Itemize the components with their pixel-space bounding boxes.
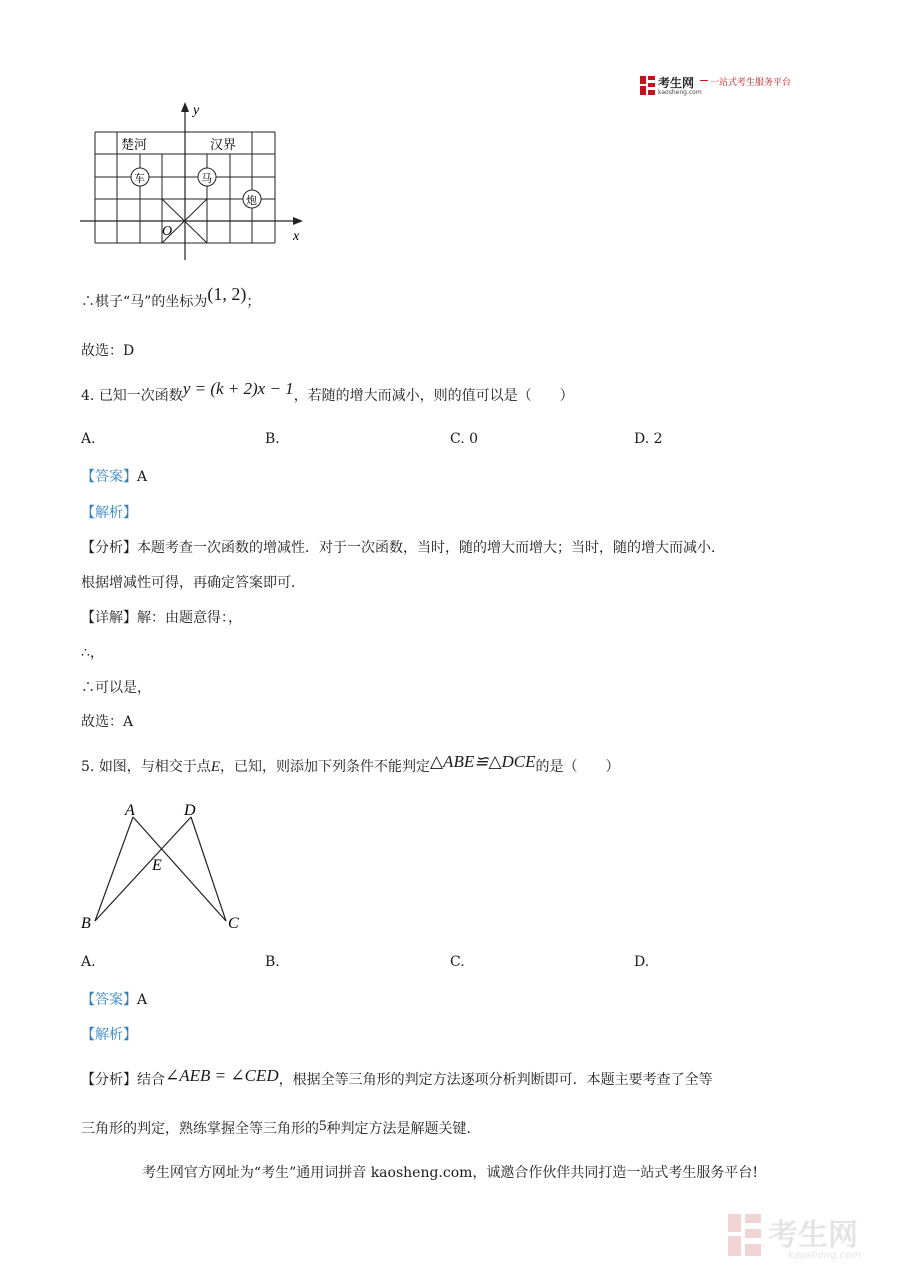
y-axis-arrow-icon bbox=[181, 102, 189, 112]
logo-mark-icon bbox=[640, 76, 656, 96]
header-logo[interactable] bbox=[640, 74, 810, 100]
q5-fenxi-after: ，根据全等三角形的判定方法逐项分析判断即可．本题主要考查了全等 bbox=[278, 1072, 713, 1088]
q5-angle-equality: ∠AEB = ∠CED bbox=[165, 1066, 279, 1085]
q5-stem-after: 的是（ ） bbox=[535, 759, 620, 775]
segment-ab bbox=[95, 817, 133, 921]
q5-fenxi-tag: 【分析】 bbox=[81, 1072, 137, 1088]
watermark-logo bbox=[728, 1210, 880, 1265]
q5-stem-mid: ，已知，则添加下列条件不能判定 bbox=[219, 759, 430, 775]
footer-text: 考生网官方网址为“考生”通用词拼音 kaosheng.com，诚邀合作伙伴共同打造一站式考生服务平台! bbox=[141, 1165, 759, 1181]
origin-label: O bbox=[162, 224, 173, 239]
label-d: D bbox=[184, 802, 196, 819]
q4-answer-tag: 【答案】 bbox=[81, 469, 137, 485]
q5-answer-tag: 【答案】 bbox=[81, 992, 137, 1008]
q4-xiangjie-line bbox=[81, 607, 242, 627]
q3-therefore-text: ∴棋子“马”的坐标为 bbox=[81, 294, 208, 310]
q4-analysis-tag: 【解析】 bbox=[81, 505, 137, 521]
piece-pao-label: 炮 bbox=[246, 194, 257, 207]
q5-fenxi-line2-after: 种判定方法是解题关键． bbox=[326, 1121, 481, 1137]
q4-fenxi-text: 本题考查一次函数的增减性．对于一次函数，当时，随的增大而增大；当时，随的增大而减小． bbox=[137, 540, 725, 556]
q5-five: 5 bbox=[319, 1118, 327, 1134]
q3-therefore-line bbox=[81, 284, 261, 311]
river-left-label: 楚河 bbox=[121, 138, 148, 153]
q4-number: 4. bbox=[81, 388, 95, 404]
chess-coordinate-figure bbox=[75, 100, 310, 265]
q5-fenxi-before: 结合 bbox=[137, 1072, 165, 1088]
logo-slogan: 一站式考生服务平台 bbox=[710, 78, 792, 88]
y-axis-label: y bbox=[193, 103, 200, 118]
q5-answer-line bbox=[81, 989, 147, 1009]
q4-option-c: C. 0 bbox=[450, 431, 479, 447]
q5-analysis-tag: 【解析】 bbox=[81, 1027, 137, 1043]
q4-step2: ∴可以是， bbox=[81, 680, 151, 696]
segment-db bbox=[95, 817, 191, 921]
q4-choose: 故选：A bbox=[81, 714, 134, 730]
q5-number: 5. bbox=[81, 759, 95, 775]
q4-step1: ∴， bbox=[81, 645, 104, 661]
watermark-mark-icon bbox=[728, 1214, 762, 1256]
q5-option-c: C. bbox=[450, 954, 465, 970]
q5-fenxi-line bbox=[81, 1066, 713, 1089]
x-axis-label: x bbox=[293, 229, 300, 244]
q4-xiangjie-text: 解：由题意得：， bbox=[137, 610, 242, 626]
q5-fenxi-line2-before: 三角形的判定，熟练掌握全等三角形的 bbox=[81, 1121, 319, 1137]
q4-option-a: A. bbox=[81, 431, 96, 447]
watermark-domain: kaosheng.com bbox=[788, 1250, 861, 1261]
q4-fenxi-line bbox=[81, 537, 725, 557]
logo-dash bbox=[700, 80, 708, 81]
q5-fenxi-line2 bbox=[81, 1118, 481, 1138]
q5-option-d: D. bbox=[634, 954, 650, 970]
logo-domain: kaosheng.com bbox=[658, 89, 702, 96]
x-axis-arrow-icon bbox=[293, 217, 303, 225]
q5-congruence: △ABE≌△DCE bbox=[429, 752, 536, 771]
logo-brand: 考生网 bbox=[658, 76, 695, 90]
q4-fenxi-line2: 根据增减性可得，再确定答案即可． bbox=[81, 575, 305, 591]
q4-formula: y = (k + 2)x − 1 bbox=[182, 379, 294, 398]
q5-option-a: A. bbox=[81, 954, 96, 970]
q5-stem-before: 如图，与相交于点 bbox=[98, 759, 211, 775]
piece-che-label: 车 bbox=[134, 172, 145, 185]
q4-option-d: D. 2 bbox=[634, 431, 663, 447]
q4-stem bbox=[81, 379, 574, 405]
q5-stem bbox=[81, 752, 620, 776]
q4-option-b: B. bbox=[265, 431, 280, 447]
label-b: B bbox=[81, 915, 91, 932]
q4-fenxi-tag: 【分析】 bbox=[81, 540, 137, 556]
q4-xiangjie-tag: 【详解】 bbox=[81, 610, 137, 626]
segment-dc bbox=[191, 817, 226, 921]
piece-ma-label: 马 bbox=[201, 172, 212, 185]
watermark-text: 考生网 bbox=[768, 1218, 858, 1253]
q3-semicolon: ； bbox=[246, 294, 261, 310]
label-c: C bbox=[228, 915, 239, 932]
q5-option-b: B. bbox=[265, 954, 280, 970]
q5-geometry-figure bbox=[78, 795, 253, 940]
q3-answer: 故选：D bbox=[81, 343, 135, 359]
q5-answer-value: A bbox=[137, 992, 148, 1008]
q4-answer-value: A bbox=[137, 469, 148, 485]
q4-stem-before: 已知一次函数 bbox=[98, 388, 183, 404]
q3-coordinate: (1, 2) bbox=[207, 284, 247, 304]
label-a: A bbox=[125, 802, 135, 819]
label-e: E bbox=[152, 857, 162, 874]
q4-stem-after: ，若随的增大而减小，则的值可以是（ ） bbox=[293, 388, 574, 404]
q5-point-e: E bbox=[210, 759, 220, 775]
q4-answer-line bbox=[81, 466, 147, 486]
river-right-label: 汉界 bbox=[210, 138, 237, 153]
segment-ac bbox=[133, 817, 226, 921]
